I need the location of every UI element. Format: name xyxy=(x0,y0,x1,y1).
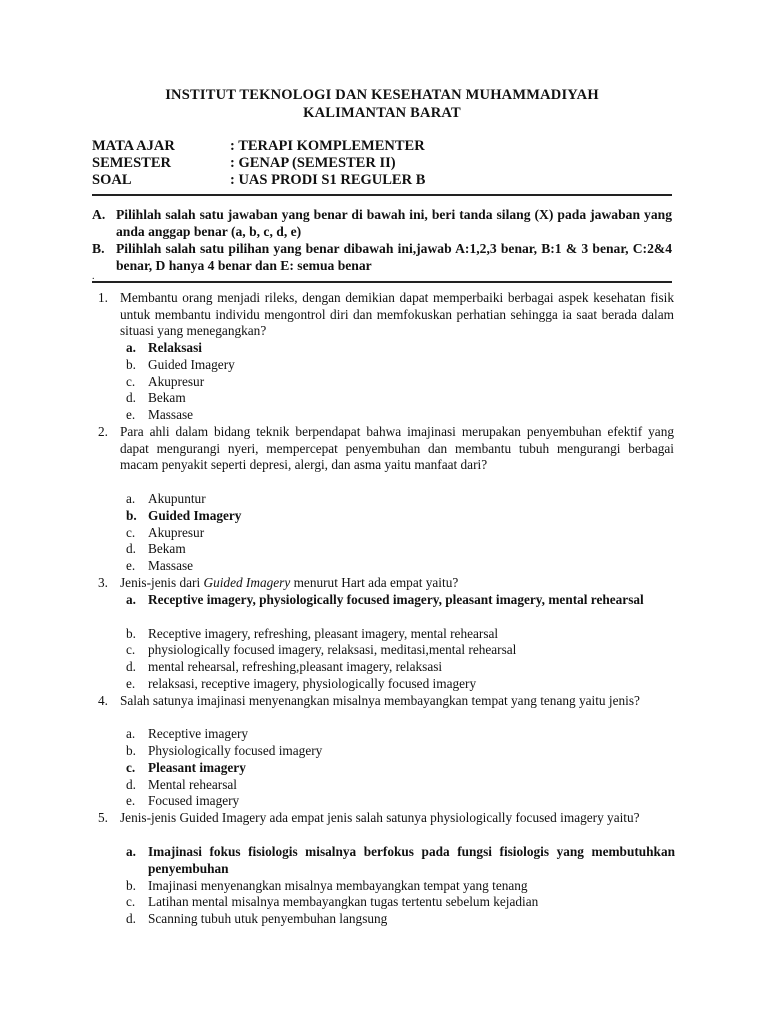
option-5d[interactable]: d. Scanning tubuh utuk penyembuhan langsung xyxy=(126,911,388,926)
instruction-a xyxy=(92,206,672,240)
meta-semester-key: SEMESTER xyxy=(92,155,171,171)
option-5b[interactable]: b. Imajinasi menyenangkan misalnya membayangkan tempat yang tenang xyxy=(126,878,528,893)
option-5a[interactable]: a. Imajinasi fokus fisiologis misalnya berfokus pada fungsi fisiologis yang membutuhkan penyembuhan xyxy=(126,844,675,876)
option-1b[interactable]: b. Guided Imagery xyxy=(126,357,235,372)
question-2 xyxy=(92,424,674,474)
option-2e[interactable]: e. Massase xyxy=(126,558,194,573)
institution-name-line1: INSTITUT TEKNOLOGI DAN KESEHATAN MUHAMMADIYAH xyxy=(165,87,599,103)
option-1e[interactable]: e. Massase xyxy=(126,407,194,422)
meta-exam-value: : UAS PRODI S1 REGULER B xyxy=(230,172,426,188)
instructions-divider xyxy=(92,281,672,283)
meta-course xyxy=(92,138,425,155)
option-5c[interactable]: c. Latihan mental misalnya membayangkan tugas tertentu sebelum kejadian xyxy=(126,894,539,909)
option-2a[interactable]: a. Akupuntur xyxy=(126,491,206,506)
option-3b[interactable]: b. Receptive imagery, refreshing, pleasant imagery, mental rehearsal xyxy=(126,626,499,641)
question-stem: Jenis-jenis dari Guided Imagery menurut Hart ada empat yaitu? xyxy=(120,575,459,590)
option-4c[interactable]: c. Pleasant imagery xyxy=(126,760,246,775)
question-stem: Para ahli dalam bidang teknik berpendapat bahwa imajinasi merupakan penyembuhan efektif yang dapat mengurangi nyeri, mempercepat penyembuhan dan membantu tubuh mengurangi berbagai macam penyakit seperti depresi, alergi, dan asma yaitu manfaat dari? xyxy=(120,424,674,473)
instruction-a-label: A. xyxy=(92,207,106,222)
instruction-a-text: Pilihlah salah satu jawaban yang benar di bawah ini, beri tanda silang (X) pada jawaban yang anda anggap benar (a, b, c, d, e) xyxy=(116,207,672,239)
option-4d[interactable]: d. Mental rehearsal xyxy=(126,777,237,792)
meta-exam-key: SOAL xyxy=(92,172,132,188)
question-5 xyxy=(92,810,674,827)
option-4a[interactable]: a. Receptive imagery xyxy=(126,726,249,741)
option-1d[interactable]: d. Bekam xyxy=(126,390,186,405)
stray-dot: . xyxy=(92,271,95,282)
instruction-b xyxy=(92,240,672,274)
option-3d[interactable]: d. mental rehearsal, refreshing,pleasant imagery, relaksasi xyxy=(126,659,443,674)
question-number: 5. xyxy=(98,810,108,825)
option-3c[interactable]: c. physiologically focused imagery, relaksasi, meditasi,mental rehearsal xyxy=(126,642,517,657)
meta-exam xyxy=(92,172,425,189)
question-stem-italic: Guided Imagery xyxy=(203,575,291,590)
question-number: 3. xyxy=(98,575,108,590)
option-3e[interactable]: e. relaksasi, receptive imagery, physiologically focused imagery xyxy=(126,676,477,691)
instruction-b-text: Pilihlah salah satu pilihan yang benar dibawah ini,jawab A:1,2,3 benar, B:1 & 3 benar, C:2&4 benar, D hanya 4 benar dan E: semua benar xyxy=(116,241,672,273)
question-number: 1. xyxy=(98,290,108,305)
question-stem: Salah satunya imajinasi menyenangkan misalnya membayangkan tempat yang tenang yaitu jenis? xyxy=(120,693,640,708)
question-stem: Membantu orang menjadi rileks, dengan demikian dapat memperbaiki berbagai aspek kesehatan fisik untuk membantu individu mengontrol diri dan memfokuskan perhatian sehingga ia saat berada dalam situasi yang menegangkan? xyxy=(120,290,674,339)
header-divider xyxy=(92,194,672,196)
option-2d[interactable]: d. Bekam xyxy=(126,541,186,556)
option-4b[interactable]: b. Physiologically focused imagery xyxy=(126,743,323,758)
question-4 xyxy=(92,693,674,710)
option-2b[interactable]: b. Guided Imagery xyxy=(126,508,242,523)
meta-semester-value: : GENAP (SEMESTER II) xyxy=(230,155,396,171)
institution-name-line2: KALIMANTAN BARAT xyxy=(303,105,461,121)
meta-course-key: MATA AJAR xyxy=(92,138,175,154)
option-1a[interactable]: a. Relaksasi xyxy=(126,340,202,355)
question-stem: Jenis-jenis Guided Imagery ada empat jenis salah satunya physiologically focused imagery yaitu? xyxy=(120,810,640,825)
meta-semester xyxy=(92,155,396,172)
question-number: 4. xyxy=(98,693,108,708)
question-3 xyxy=(92,575,674,592)
option-4e[interactable]: e. Focused imagery xyxy=(126,793,240,808)
question-number: 2. xyxy=(98,424,108,439)
option-2c[interactable]: c. Akupresur xyxy=(126,525,205,540)
option-1c[interactable]: c. Akupresur xyxy=(126,374,205,389)
meta-course-value: : TERAPI KOMPLEMENTER xyxy=(230,138,425,154)
instruction-b-label: B. xyxy=(92,241,105,256)
option-3a[interactable]: a. Receptive imagery, physiologically focused imagery, pleasant imagery, mental rehearsal xyxy=(126,592,644,607)
question-1 xyxy=(92,290,674,340)
